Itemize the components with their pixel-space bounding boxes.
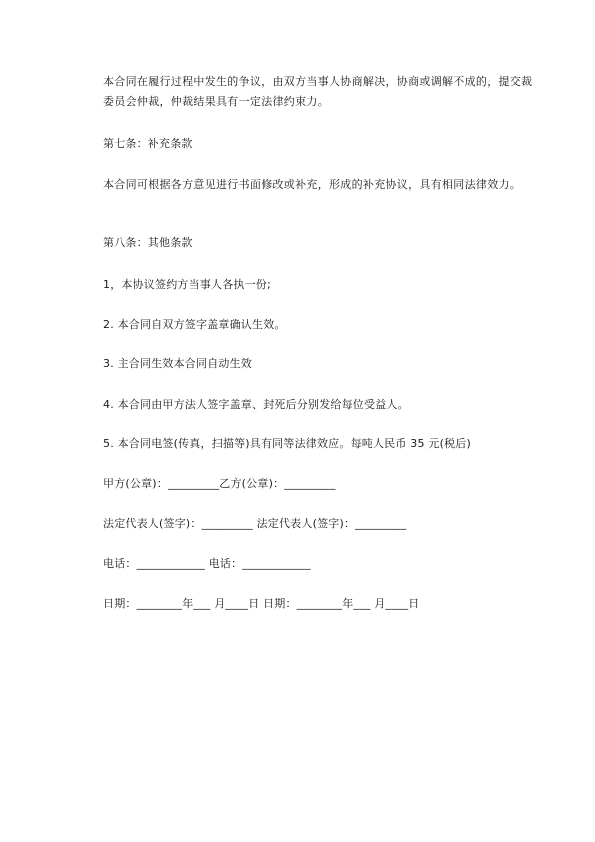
clause7-body: 本合同可根据各方意见进行书面修改或补充，形成的补充协议，具有相同法律效力。 [103, 178, 522, 191]
clause8-item-5: 5. 本合同电签(传真，扫描等)具有同等法律效应。每吨人民币 35 元(税后) [103, 437, 471, 450]
clause8-item-3: 3. 主合同生效本合同自动生效 [103, 357, 252, 370]
signature-party-line: 甲方(公章)：_________乙方(公章)：_________ [103, 477, 336, 490]
signature-representative-line: 法定代表人(签字)：_________ 法定代表人(签字)：_________ [103, 517, 407, 530]
clause8-heading: 第八条：其他条款 [103, 236, 193, 249]
clause8-item-2: 2. 本合同自双方签字盖章确认生效。 [103, 318, 286, 331]
clause6-body: 本合同在履行过程中发生的争议，由双方当事人协商解决，协商或调解不成的，提交裁委员会仲裁，仲裁结果具有一定法律约束力。 [103, 75, 533, 108]
clause8-item-1: 1，本协议签约方当事人各执一份; [103, 278, 271, 291]
signature-phone-line: 电话：____________ 电话：____________ [103, 557, 311, 570]
signature-date-line: 日期：________年___ 月____日 日期：________年___ 月____日 [103, 597, 420, 610]
clause8-item-4: 4. 本合同由甲方法人签字盖章、封死后分别发给每位受益人。 [103, 398, 409, 411]
clause7-heading: 第七条：补充条款 [103, 137, 193, 150]
